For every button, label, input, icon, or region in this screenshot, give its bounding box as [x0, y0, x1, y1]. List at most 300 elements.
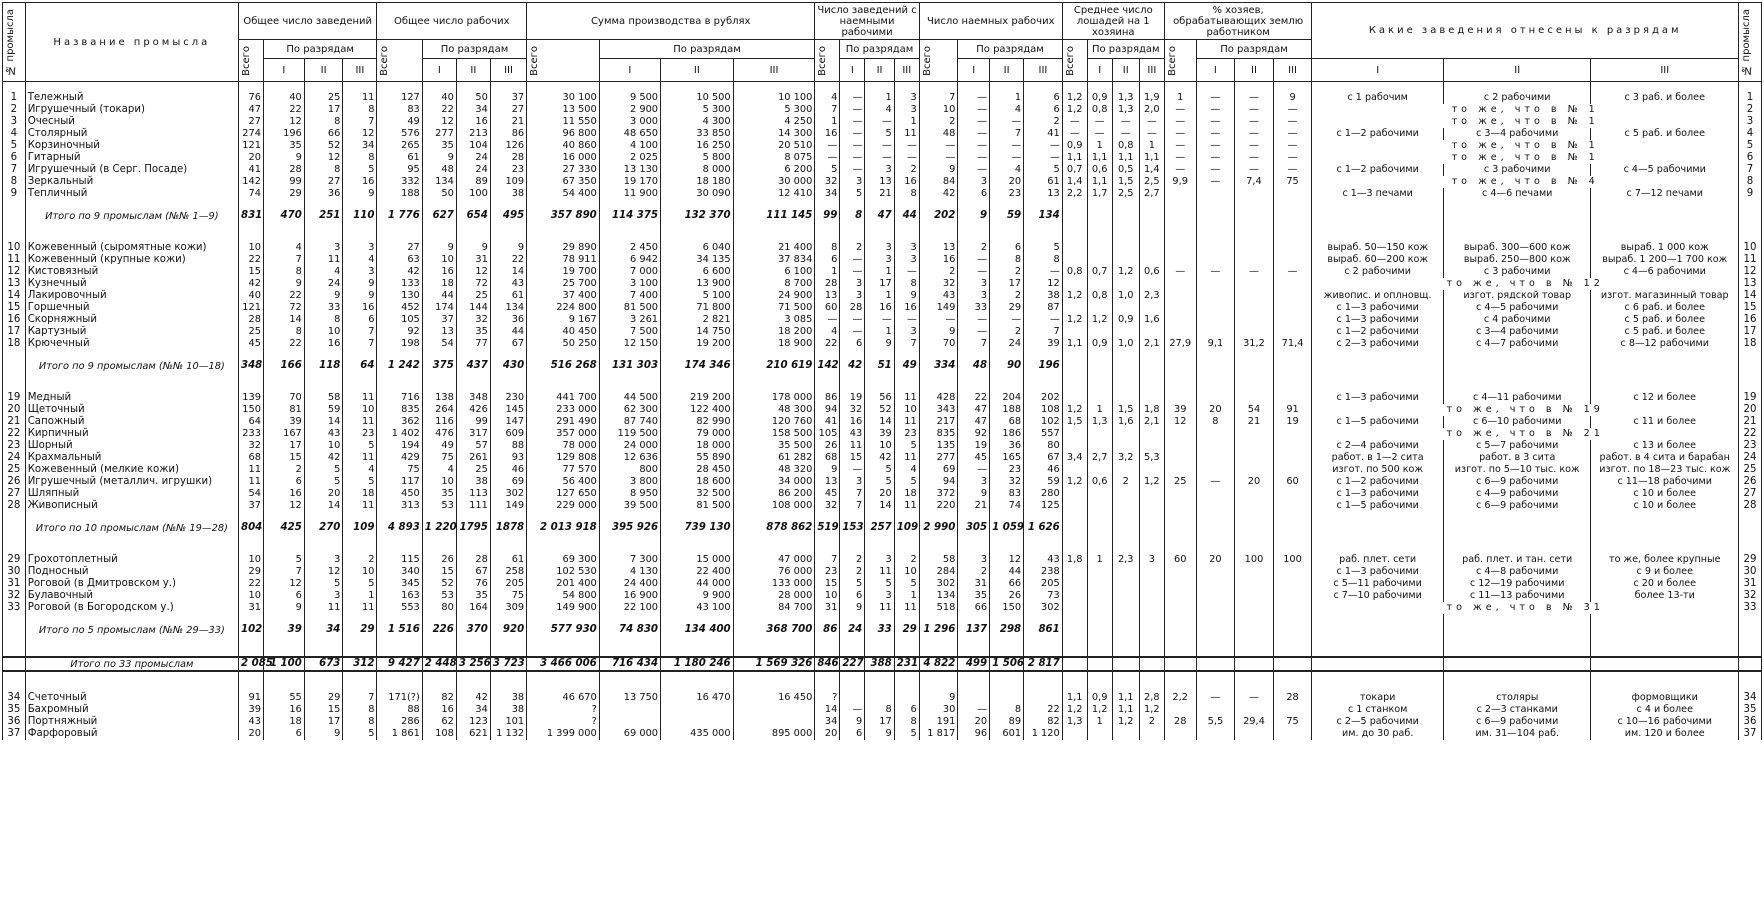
- spacer-cell: [1139, 636, 1164, 646]
- value-cell: 286: [377, 716, 422, 728]
- value-cell: 1: [1087, 716, 1112, 728]
- class-cell: работ. в 3 сита: [1443, 452, 1591, 464]
- class-cell: с 1—3 рабочими: [1312, 302, 1444, 314]
- value-cell: 44 500: [599, 392, 660, 404]
- spacer-cell: [815, 534, 840, 544]
- spacer-cell: [958, 646, 990, 657]
- spacer-cell: [1312, 372, 1444, 382]
- value-cell: [1235, 440, 1274, 452]
- spacer-cell: [239, 636, 264, 646]
- value-cell: 7: [1024, 326, 1063, 338]
- value-cell: 204: [990, 392, 1024, 404]
- value-cell: [1062, 624, 1087, 636]
- spacer-cell: [1164, 82, 1196, 93]
- value-cell: 621: [456, 728, 490, 740]
- value-cell: 12: [263, 116, 304, 128]
- value-cell: 5: [304, 578, 343, 590]
- value-cell: 42: [377, 266, 422, 278]
- value-cell: 108: [1024, 404, 1063, 416]
- spacer-cell: [527, 222, 600, 232]
- value-cell: 66: [990, 578, 1024, 590]
- class-cell: [1443, 210, 1591, 222]
- value-cell: 0,6: [1139, 266, 1164, 278]
- value-cell: 75: [422, 452, 456, 464]
- spacer-cell: [1196, 232, 1235, 242]
- value-cell: [1087, 500, 1112, 512]
- value-cell: 14: [304, 500, 343, 512]
- value-cell: [1087, 602, 1112, 614]
- value-cell: 44: [990, 566, 1024, 578]
- value-cell: 94: [919, 476, 958, 488]
- value-cell: 428: [919, 392, 958, 404]
- value-cell: 437: [456, 360, 490, 372]
- grade-header: I: [840, 59, 865, 82]
- value-cell: 2,7: [1087, 452, 1112, 464]
- value-cell: [1235, 500, 1274, 512]
- value-cell: 40: [239, 290, 264, 302]
- value-cell: —: [1196, 164, 1235, 176]
- value-cell: 73: [1024, 590, 1063, 602]
- table-row: [3, 440, 1762, 452]
- spacer-cell: [599, 636, 660, 646]
- spacer-cell: [990, 350, 1024, 360]
- spacer-cell: [894, 614, 919, 624]
- value-cell: 1 242: [377, 360, 422, 372]
- value-cell: 22 400: [661, 566, 734, 578]
- spacer-cell: [1062, 614, 1087, 624]
- value-cell: 37 400: [527, 290, 600, 302]
- row-number-right: 22: [1739, 428, 1762, 440]
- value-cell: 27: [304, 176, 343, 188]
- value-cell: 716 434: [599, 657, 660, 671]
- value-cell: 370: [456, 624, 490, 636]
- spacer-cell: [1273, 382, 1312, 392]
- total-row: [3, 360, 1762, 372]
- class-same-as: то же, что в № 21: [1312, 428, 1739, 440]
- total-row: [3, 210, 1762, 222]
- value-cell: [1087, 210, 1112, 222]
- spacer-cell: [599, 82, 660, 93]
- value-cell: 9: [840, 602, 865, 614]
- value-cell: 202: [919, 210, 958, 222]
- value-cell: 2: [343, 554, 377, 566]
- value-cell: 43: [840, 428, 865, 440]
- value-cell: 54: [1235, 404, 1274, 416]
- value-cell: 10: [343, 566, 377, 578]
- value-cell: [1164, 360, 1196, 372]
- class-cell: работ. в 4 сита и барабан: [1591, 452, 1739, 464]
- value-cell: 3 261: [599, 314, 660, 326]
- value-cell: —: [840, 92, 865, 104]
- spacer-cell: [1235, 200, 1274, 210]
- spacer-cell: [490, 636, 526, 646]
- value-cell: 15: [422, 566, 456, 578]
- value-cell: 21: [958, 500, 990, 512]
- value-cell: [1196, 452, 1235, 464]
- value-cell: 49: [422, 440, 456, 452]
- spacer-cell: [1591, 682, 1739, 692]
- value-cell: 79 000: [661, 428, 734, 440]
- value-cell: 17: [990, 278, 1024, 290]
- craft-name: Картузный: [25, 326, 238, 338]
- row-number: [3, 624, 26, 636]
- row-number-right: 36: [1739, 716, 1762, 728]
- value-cell: 150: [239, 404, 264, 416]
- grade-header: III: [1024, 59, 1063, 82]
- spacer-cell: [1087, 382, 1112, 392]
- value-cell: [1139, 242, 1164, 254]
- row-number-right: [1739, 657, 1762, 671]
- grade-header: II: [456, 59, 490, 82]
- value-cell: 32 500: [661, 488, 734, 500]
- value-cell: 113: [456, 488, 490, 500]
- class-cell: с 12 и более: [1591, 392, 1739, 404]
- value-cell: 0,7: [1087, 266, 1112, 278]
- spacer-cell: [661, 682, 734, 692]
- value-cell: 516 268: [527, 360, 600, 372]
- spacer-cell: [661, 382, 734, 392]
- value-cell: 24: [840, 624, 865, 636]
- spacer-row: [3, 372, 1762, 382]
- spacer-cell: [733, 82, 815, 93]
- value-cell: [1273, 522, 1312, 534]
- value-cell: 20: [865, 488, 895, 500]
- grade-header: I: [422, 59, 456, 82]
- spacer-cell: [343, 671, 377, 682]
- spacer-cell: [1112, 382, 1139, 392]
- spacer-cell: [263, 372, 304, 382]
- spacer-cell: [1062, 222, 1087, 232]
- spacer-cell: [733, 646, 815, 657]
- class-cell: с 5—7 рабочими: [1443, 440, 1591, 452]
- value-cell: 38: [490, 704, 526, 716]
- craft-name: Зеркальный: [25, 176, 238, 188]
- value-cell: 274: [239, 128, 264, 140]
- value-cell: 24 000: [599, 440, 660, 452]
- class-cell: с 6 раб. и более: [1591, 302, 1739, 314]
- spacer-cell: [1024, 646, 1063, 657]
- value-cell: [1196, 578, 1235, 590]
- value-cell: [1196, 210, 1235, 222]
- value-cell: 167: [263, 428, 304, 440]
- spacer-row: [3, 222, 1762, 232]
- value-cell: 28: [490, 152, 526, 164]
- value-cell: 357 890: [527, 210, 600, 222]
- value-cell: 1,8: [1062, 554, 1087, 566]
- value-cell: 2: [958, 566, 990, 578]
- value-cell: 40 860: [527, 140, 600, 152]
- class-cell: с 4—6 рабочими: [1591, 266, 1739, 278]
- value-cell: —: [840, 326, 865, 338]
- value-cell: [1273, 440, 1312, 452]
- value-cell: 8 950: [599, 488, 660, 500]
- spacer-cell: [1196, 682, 1235, 692]
- spacer-cell: [990, 82, 1024, 93]
- class-cell: с 2 рабочими: [1443, 92, 1591, 104]
- value-cell: ?: [527, 704, 600, 716]
- craft-name: Итого по 33 промыслам: [25, 657, 238, 671]
- spacer-cell: [1235, 350, 1274, 360]
- value-cell: 72: [456, 278, 490, 290]
- spacer-cell: [263, 82, 304, 93]
- value-cell: 132 370: [661, 210, 734, 222]
- total-col-header: Всего: [815, 40, 840, 82]
- value-cell: 42: [840, 360, 865, 372]
- value-cell: 16: [840, 416, 865, 428]
- spacer-cell: [840, 534, 865, 544]
- spacer-cell: [840, 614, 865, 624]
- value-cell: 435 000: [661, 728, 734, 740]
- craft-name: Горшечный: [25, 302, 238, 314]
- value-cell: [1164, 522, 1196, 534]
- class-cell: то же, более крупные: [1591, 554, 1739, 566]
- value-cell: 145: [490, 404, 526, 416]
- value-cell: 71,4: [1273, 338, 1312, 350]
- spacer-cell: [1087, 372, 1112, 382]
- value-cell: 5 100: [661, 290, 734, 302]
- value-cell: 12: [1164, 416, 1196, 428]
- spacer-cell: [3, 614, 26, 624]
- row-number: 8: [3, 176, 26, 188]
- value-cell: 277: [919, 452, 958, 464]
- class-cell: с 5 раб. и более: [1591, 128, 1739, 140]
- spacer-cell: [1112, 534, 1139, 544]
- by-grade-header: По разрядам: [958, 40, 1062, 59]
- row-number-right: 16: [1739, 314, 1762, 326]
- spacer-cell: [1443, 232, 1591, 242]
- spacer-cell: [1273, 512, 1312, 522]
- value-cell: 18: [343, 488, 377, 500]
- value-cell: 35 500: [733, 440, 815, 452]
- value-cell: [1164, 488, 1196, 500]
- value-cell: 1,2: [1062, 404, 1087, 416]
- value-cell: 29,4: [1235, 716, 1274, 728]
- value-cell: 8: [343, 704, 377, 716]
- value-cell: 4 100: [599, 140, 660, 152]
- spacer-cell: [422, 232, 456, 242]
- spacer-cell: [958, 682, 990, 692]
- value-cell: 9: [456, 242, 490, 254]
- value-cell: 39: [263, 416, 304, 428]
- row-number: [3, 210, 26, 222]
- class-cell: с 2—4 рабочими: [1312, 440, 1444, 452]
- value-cell: [1087, 488, 1112, 500]
- table-row: [3, 116, 1762, 128]
- value-cell: 196: [1024, 360, 1063, 372]
- spacer-cell: [894, 232, 919, 242]
- value-cell: 2 085: [239, 657, 264, 671]
- value-cell: [1062, 522, 1087, 534]
- value-cell: 9: [894, 290, 919, 302]
- craft-name: Живописный: [25, 500, 238, 512]
- value-cell: 1,5: [1112, 176, 1139, 188]
- spacer-cell: [263, 534, 304, 544]
- value-cell: 1,1: [1112, 704, 1139, 716]
- value-cell: 114 375: [599, 210, 660, 222]
- spacer-cell: [733, 350, 815, 360]
- value-cell: 1,1: [1139, 152, 1164, 164]
- value-cell: 673: [304, 657, 343, 671]
- value-cell: [1164, 326, 1196, 338]
- value-cell: 6: [840, 338, 865, 350]
- class-cell: с 3—4 рабочими: [1443, 326, 1591, 338]
- spacer-cell: [815, 200, 840, 210]
- value-cell: —: [990, 116, 1024, 128]
- value-cell: 450: [377, 488, 422, 500]
- spacer-cell: [422, 614, 456, 624]
- value-cell: —: [1235, 104, 1274, 116]
- value-cell: 1,1: [1087, 152, 1112, 164]
- table-row: [3, 176, 1762, 188]
- value-cell: 4 130: [599, 566, 660, 578]
- value-cell: [1235, 302, 1274, 314]
- value-cell: 23: [990, 464, 1024, 476]
- value-cell: [1196, 302, 1235, 314]
- value-cell: [1164, 254, 1196, 266]
- spacer-cell: [661, 544, 734, 554]
- spacer-cell: [1062, 636, 1087, 646]
- value-cell: 2,5: [1139, 176, 1164, 188]
- value-cell: 11: [894, 452, 919, 464]
- value-cell: 96 800: [527, 128, 600, 140]
- value-cell: 716: [377, 392, 422, 404]
- value-cell: 26: [422, 554, 456, 566]
- value-cell: [1273, 242, 1312, 254]
- table-body: [3, 82, 1762, 741]
- row-number-right: 20: [1739, 404, 1762, 416]
- value-cell: 16: [263, 488, 304, 500]
- spacer-cell: [343, 232, 377, 242]
- value-cell: [1112, 566, 1139, 578]
- spacer-cell: [815, 512, 840, 522]
- value-cell: 8: [894, 188, 919, 200]
- value-cell: —: [865, 116, 895, 128]
- spacer-row: [3, 671, 1762, 682]
- spacer-row: [3, 232, 1762, 242]
- value-cell: [1273, 428, 1312, 440]
- value-cell: 117: [377, 476, 422, 488]
- group-header: Общее число заведений: [239, 3, 377, 40]
- value-cell: [1196, 440, 1235, 452]
- value-cell: 264: [422, 404, 456, 416]
- value-cell: —: [1164, 104, 1196, 116]
- value-cell: [1273, 704, 1312, 716]
- value-cell: 139: [239, 392, 264, 404]
- spacer-cell: [1443, 636, 1591, 646]
- spacer-cell: [1112, 222, 1139, 232]
- spacer-cell: [1443, 512, 1591, 522]
- spacer-cell: [1273, 671, 1312, 682]
- class-same-as: то же, что в № 1: [1312, 152, 1739, 164]
- value-cell: [1235, 360, 1274, 372]
- value-cell: 2: [958, 242, 990, 254]
- value-cell: 64: [343, 360, 377, 372]
- value-cell: 4: [422, 464, 456, 476]
- value-cell: 233 000: [527, 404, 600, 416]
- value-cell: 131 303: [599, 360, 660, 372]
- value-cell: 59: [304, 404, 343, 416]
- spacer-cell: [1312, 512, 1444, 522]
- spacer-cell: [958, 222, 990, 232]
- by-grade-header: По разрядам: [422, 40, 526, 59]
- value-cell: [1112, 210, 1139, 222]
- spacer-cell: [1196, 200, 1235, 210]
- craft-name: Подносный: [25, 566, 238, 578]
- value-cell: [1062, 500, 1087, 512]
- class-header: Какие заведения отнесены к разрядам: [1312, 3, 1739, 59]
- value-cell: 1: [1164, 92, 1196, 104]
- value-cell: [1196, 188, 1235, 200]
- table-row: [3, 188, 1762, 200]
- value-cell: 0,6: [1087, 476, 1112, 488]
- spacer-cell: [377, 646, 422, 657]
- spacer-cell: [865, 636, 895, 646]
- spacer-cell: [1273, 372, 1312, 382]
- value-cell: [1062, 210, 1087, 222]
- value-cell: 11: [894, 416, 919, 428]
- grade-header: I: [958, 59, 990, 82]
- value-cell: 45: [958, 452, 990, 464]
- spacer-cell: [1196, 350, 1235, 360]
- value-cell: —: [1196, 152, 1235, 164]
- value-cell: 10: [894, 404, 919, 416]
- value-cell: —: [840, 314, 865, 326]
- table-row: [3, 266, 1762, 278]
- value-cell: 66: [958, 602, 990, 614]
- craft-name: Роговой (в Богородском у.): [25, 602, 238, 614]
- value-cell: 601: [990, 728, 1024, 740]
- value-cell: 8: [343, 152, 377, 164]
- spacer-cell: [1739, 200, 1762, 210]
- spacer-cell: [377, 82, 422, 93]
- value-cell: 9: [343, 290, 377, 302]
- spacer-cell: [422, 646, 456, 657]
- value-cell: [1062, 242, 1087, 254]
- spacer-cell: [1112, 232, 1139, 242]
- spacer-cell: [527, 372, 600, 382]
- value-cell: —: [1273, 128, 1312, 140]
- value-cell: 14: [263, 314, 304, 326]
- spacer-cell: [815, 372, 840, 382]
- value-cell: [1062, 278, 1087, 290]
- value-cell: 48 320: [733, 464, 815, 476]
- class-cell: с 1—5 рабочими: [1312, 500, 1444, 512]
- value-cell: 24: [456, 164, 490, 176]
- value-cell: 149: [490, 500, 526, 512]
- value-cell: 357 000: [527, 428, 600, 440]
- value-cell: 78 911: [527, 254, 600, 266]
- value-cell: 368 700: [733, 624, 815, 636]
- value-cell: 6: [1024, 104, 1063, 116]
- value-cell: 8: [990, 704, 1024, 716]
- value-cell: 6: [1024, 92, 1063, 104]
- spacer-cell: [1062, 82, 1087, 93]
- spacer-cell: [456, 350, 490, 360]
- spacer-cell: [865, 534, 895, 544]
- value-cell: 229 000: [527, 500, 600, 512]
- value-cell: 9: [958, 488, 990, 500]
- spacer-cell: [239, 82, 264, 93]
- value-cell: 10: [304, 440, 343, 452]
- value-cell: 196: [263, 128, 304, 140]
- value-cell: 1: [865, 266, 895, 278]
- value-cell: [1112, 392, 1139, 404]
- value-cell: 46: [490, 464, 526, 476]
- value-cell: 11: [239, 464, 264, 476]
- spacer-cell: [919, 646, 958, 657]
- value-cell: 48: [958, 360, 990, 372]
- row-number-right: 3: [1739, 116, 1762, 128]
